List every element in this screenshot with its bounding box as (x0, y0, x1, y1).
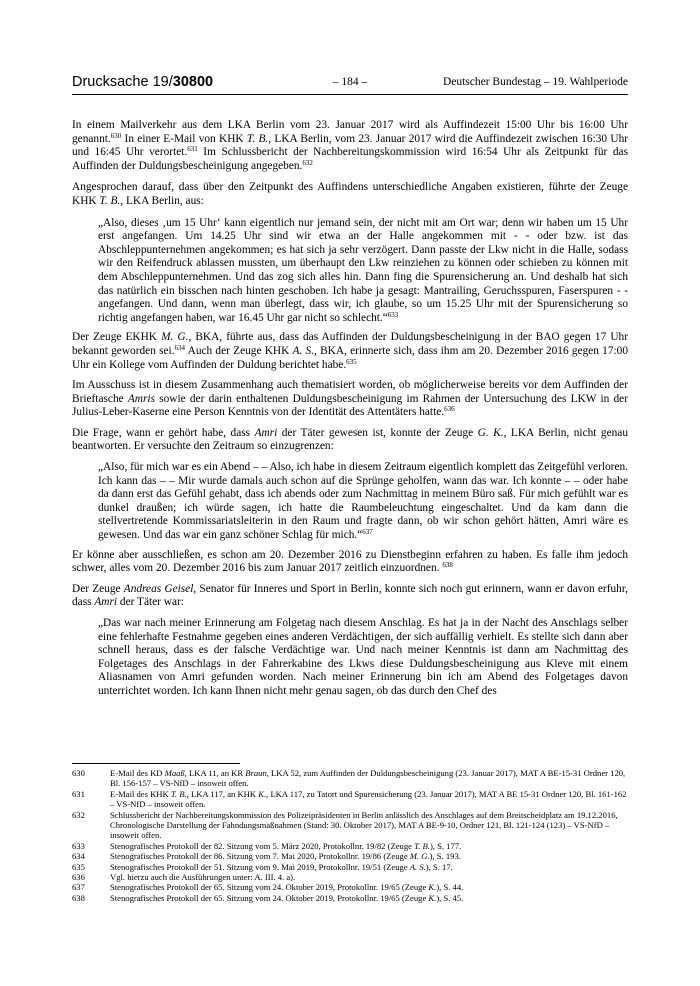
footnote: 633 Stenografisches Protokoll der 82. Sitzung vom 5. März 2020, Protokollnr. 19/82 (Zeuge T. B.), S. 177. (72, 840, 462, 851)
footnote: 631 E-Mail des KHK T. B., LKA 117, an KHK K., LKA 117, zu Tatort und Spurensicherung (23. Januar 2017), MAT A BE 15-31 Ordner 120, Bl. 161-162 – VS-NfD – insoweit offen. (72, 788, 627, 810)
footnote-ref: 634 (174, 343, 186, 352)
paragraph: Die Frage, wann er gehört habe, dass Amri der Täter gewesen ist, konnte der Zeuge G. K., LKA Berlin, nicht genau beantworten. Er versuchte den Zeitraum so einzugrenzen: (72, 426, 628, 453)
footnote: 636 Vgl. hierzu auch die Ausführungen unter: A. III. 4. a). (72, 872, 296, 883)
footnote-ref: 635 (346, 357, 357, 366)
paragraph: Der Zeuge Andreas Geisel, Senator für Inneres und Sport in Berlin, konnte sich noch gut erinnern, wann er davon erfuhr, dass Amri der Täter war: (72, 582, 628, 609)
footnote-ref: 637 (362, 528, 373, 537)
footnote-ref: 631 (187, 145, 198, 154)
paragraph: Angesprochen darauf, dass über den Zeitpunkt des Auffindens unterschiedliche Angaben existieren, führte der Zeuge KHK T. B., LKA Berlin, aus: (72, 181, 628, 207)
document-number: Drucksache 19/30800 (72, 74, 214, 90)
footnote-ref: 636 (444, 405, 455, 414)
body-text (72, 119, 628, 705)
paragraph: In einem Mailverkehr aus dem LKA Berlin vom 23. Januar 2017 wird als Auffindezeit 15:00 Uhr bis 16:00 Uhr genannt.$^{630}$ In einer E-Mail von KHK T. B., LKA Berlin, vom 23. Januar 2017 wird die Auffindezeit zwischen 16:30 Uhr und 16:45 Uhr verortet.$^{631}$ Im Schlussbericht der Nachbereitungskommission wird 16:54 Uhr als Zeitpunkt für das Auffinden der Duldungsbescheinigung angegeben.$^{632}$ (72, 119, 629, 172)
footnotes (72, 768, 628, 903)
publisher: Deutscher Bundestag – 19. Wahlperiode (442, 76, 628, 88)
footnote-ref: 632 (302, 158, 313, 167)
paragraph: Er könne aber ausschließen, es schon am 20. Dezember 2016 zu Dienstbeginn erfahren zu haben. Es falle ihm jedoch schwer, alles vom 20. Dezember 2016 bis zum Januar 2017 zeitlich einzuordnen. $^{638}$ (72, 548, 628, 575)
footnote: 634 Stenografisches Protokoll der 86. Sitzung vom 7. Mai 2020, Protokollnr. 19/86 (Zeuge M. G.), S. 193. (72, 851, 461, 862)
footnote-ref: 638 (442, 561, 453, 570)
footnote-ref: 630 (110, 131, 122, 140)
paragraph: Im Ausschuss ist in diesem Zusammenhang auch thematisiert worden, ob möglicherweise bereits vor dem Auffinden der Brieftasche Amris sowie der darin enthaltenen Duldungsbescheinigung im Rahmen der Untersuchung des LKW in der Julius-Leber-Kaserne eine Person Kenntnis von der Identität des Attentäters hatte.$^{636}$ (72, 379, 628, 419)
footnote-divider (72, 763, 240, 764)
footnote: 635 Stenografisches Protokoll der 51. Sitzung vom 9. Mai 2019, Protokollnr. 19/51 (Zeuge A. S.), S. 17. (72, 861, 453, 872)
block-quote: „Also, für mich war es ein Abend – – Also, ich habe in diesem Zeitraum eigentlich komplett das Zeitgefühl verloren. Ich kann das – – Mir wurde damals auch schon auf die Sprünge geholfen, wann das war. Ich konnte – – oder habe da dann erst das Gefühl gehabt, dass ich abends oder zum Nachmittag in meinem Büro saß. Für mich gefühlt war es dunkel draußen; ich würde sagen, ich hatte die Raumbeleuchtung eingeschaltet. Und da kam dann die stellvertretende Kommissariatsleiterin in den Raum und fragte dann, ob wir schon gehört hätten, Amri wäre es gewesen. Und das war ein ganz schöner Schlag für mich.“$^{637}$ (98, 461, 628, 542)
page-header (72, 72, 628, 95)
block-quote: „Das war nach meiner Erinnerung am Folgetag nach diesem Anschlag. Es hat ja in der Nacht des Anschlags selber eine fehlerhafte Festnahme gegeben eines anderen Verdächtigen, der sich auffällig verhielt. Es stellte sich dann aber schnell heraus, dass es der falsche Verdächtige war. Und nach meiner Kenntnis ist dann am Nachmittag des Folgetages des Anschlags in der Fahrerkabine des Lkws diese Duldungsbescheinigung aus Kleve mit einem Aliasnamen von Amri gefunden worden. Nach meiner Erinnerung bin ich am Abend des Folgetages davon unterrichtet worden. Ich kann Ihnen nicht mehr genau sagen, ob das durch den Chef des (98, 617, 628, 697)
footnote: 637 Stenografisches Protokoll der 65. Sitzung vom 24. Oktober 2019, Protokollnr. 19/65 (Zeuge K.), S. 44. (72, 882, 464, 893)
footnote: 630 E-Mail des KD Maaß, LKA 11, an KR Braun, LKA 52, zum Auffinden der Duldungsbescheinigung (23. Januar 2017), MAT A BE-15-31 Ordner 120, Bl. 156-157 – VS-NfD – insoweit offen. (72, 768, 626, 789)
footnote: 632 Schlussbericht der Nachbereitungskommission des Polizeipräsidenten in Berlin anlässlich des Anschlages auf dem Breitscheidplatz am 19.12.2016, Chronologische Darstellung der Fahndungsmaßnahmen (Stand: 30. Oktober 2017), MAT A BE-9-10, Ordner 121, Bl. 121-124 (123) – VS-NfD – insoweit offen. (72, 809, 618, 841)
block-quote: „Also, dieses ‚um 15 Uhr‘ kann eigentlich nur jemand sein, der nicht mit am Ort war; denn wir haben um 15 Uhr erst angefangen. Um 14.25 Uhr sind wir etwa an der Halle angekommen mit - - oder bzw. ist das Abschleppunternehmen angekommen; es hat sich ja sehr verzögert. Dann passte der Lkw nicht in die Halle, sodass wir den Reifendruck ablassen mussten, um überhaupt den Lkw reinziehen zu können oder schieben zu können mit dem Abschleppunternehmen. Und das zog sich alles hin. Dann fing die Spurensicherung an. Und deshalb hat sich das natürlich ein bisschen nach hinten geschoben. Ich habe ja gesagt: Mantrailing, Geruchsspuren, Faserspuren - - angefangen. Und dann, wenn man überlegt, dass wir, ich glaube, so um 15.25 Uhr mit der Spurensicherung so richtig angefangen haben, war 16.45 Uhr gar nicht so schlecht.“$^{633}$ (98, 216, 628, 324)
footnote-ref: 633 (387, 310, 399, 319)
footnote: 638 Stenografisches Protokoll der 65. Sitzung vom 24. Oktober 2019, Protokollnr. 19/65 (Zeuge K.), S. 45. (72, 892, 464, 903)
paragraph: Der Zeuge EKHK M. G., BKA, führte aus, dass das Auffinden der Duldungsbescheinigung in der BAO gegen 17 Uhr bekannt geworden sei.$^{634}$ Auch der Zeuge KHK A. S., BKA, erinnerte sich, dass ihm am 20. Dezember 2016 gegen 17:00 Uhr ein Kollege vom Auffinden der Duldung berichtet habe.$^{635}$ (72, 331, 629, 371)
page-number: – 184 – (332, 76, 368, 88)
